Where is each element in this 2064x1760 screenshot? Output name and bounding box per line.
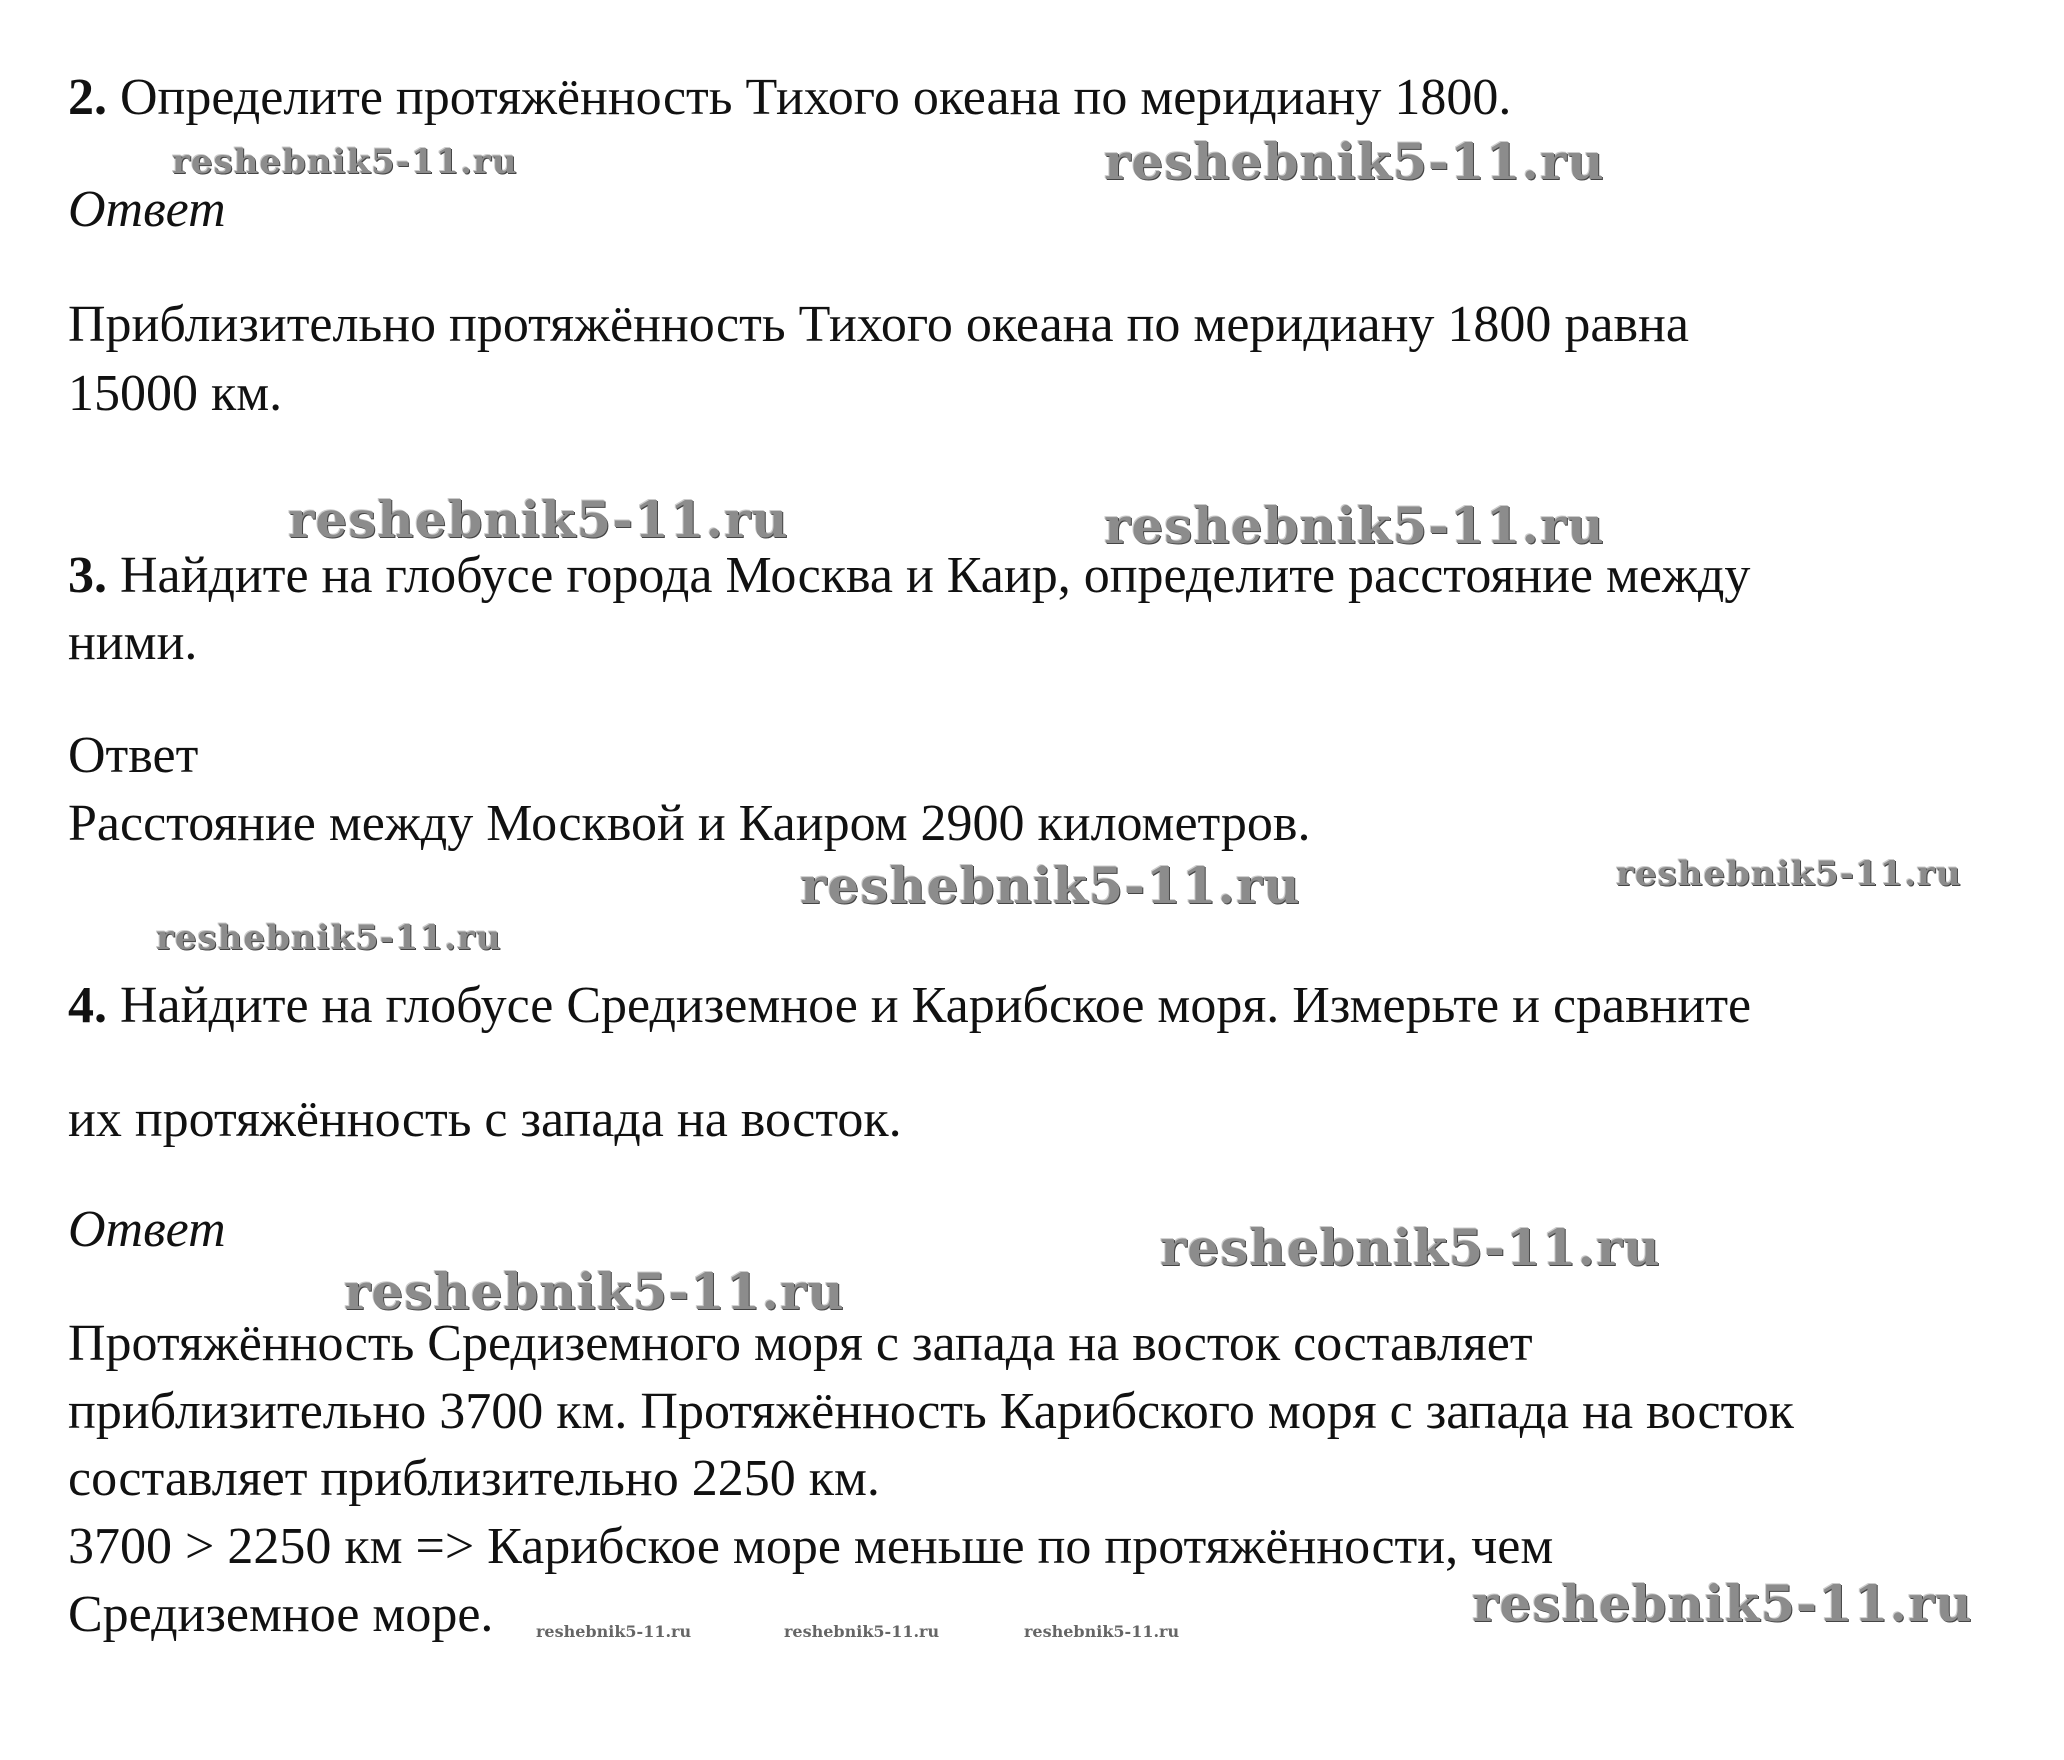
answer-4-line-4: 3700 > 2250 км => Карибское море меньше по протяжённости, чем (68, 1518, 1554, 1575)
question-3-line-2: ними. (68, 614, 198, 671)
answer-3-line-1: Расстояние между Москвой и Каиром 2900 километров. (68, 795, 1311, 852)
answer-4-line-3: составляет приблизительно 2250 км. (68, 1450, 880, 1507)
question-2 (68, 68, 1511, 128)
answer-label-2: Ответ (68, 181, 226, 238)
question-2-number: 2. (68, 69, 107, 126)
watermark: reshebnik5-11.ru (784, 1622, 940, 1641)
answer-2-line-1: Приблизительно протяжённость Тихого океана по меридиану 1800 равна (68, 296, 1689, 353)
watermark: reshebnik5-11.ru (536, 1622, 692, 1641)
watermark: reshebnik5-11.ru (156, 918, 502, 958)
question-3-text: Найдите на глобусе города Москва и Каир, определите расстояние между (107, 547, 1751, 604)
watermark: reshebnik5-11.ru (1160, 1218, 1661, 1277)
answer-2-line-2: 15000 км. (68, 365, 283, 422)
question-4-line-1 (68, 976, 1751, 1036)
question-4-line-2: их протяжённость с запада на восток. (68, 1091, 902, 1148)
watermark: reshebnik5-11.ru (172, 142, 518, 182)
answer-4-line-1: Протяжённость Средиземного моря с запада на восток составляет (68, 1315, 1533, 1372)
watermark: reshebnik5-11.ru (1616, 854, 1962, 894)
watermark: reshebnik5-11.ru (344, 1262, 845, 1321)
watermark: reshebnik5-11.ru (800, 856, 1301, 915)
watermark: reshebnik5-11.ru (1472, 1574, 1973, 1633)
question-4-number: 4. (68, 977, 107, 1034)
question-2-text: Определите протяжённость Тихого океана по меридиану 1800. (107, 69, 1512, 126)
question-3-line-1 (68, 546, 1750, 606)
answer-label-4: Ответ (68, 1201, 226, 1258)
watermark: reshebnik5-11.ru (288, 490, 789, 549)
answer-4-line-2: приблизительно 3700 км. Протяжённость Карибского моря с запада на восток (68, 1383, 1794, 1440)
watermark: reshebnik5-11.ru (1104, 132, 1605, 191)
question-3-number: 3. (68, 547, 107, 604)
question-4-text: Найдите на глобусе Средиземное и Карибское моря. Измерьте и сравните (107, 977, 1752, 1034)
watermark: reshebnik5-11.ru (1104, 496, 1605, 555)
answer-label-3: Ответ (68, 727, 199, 784)
answer-4-line-5: Средиземное море. (68, 1586, 494, 1643)
watermark: reshebnik5-11.ru (1024, 1622, 1180, 1641)
